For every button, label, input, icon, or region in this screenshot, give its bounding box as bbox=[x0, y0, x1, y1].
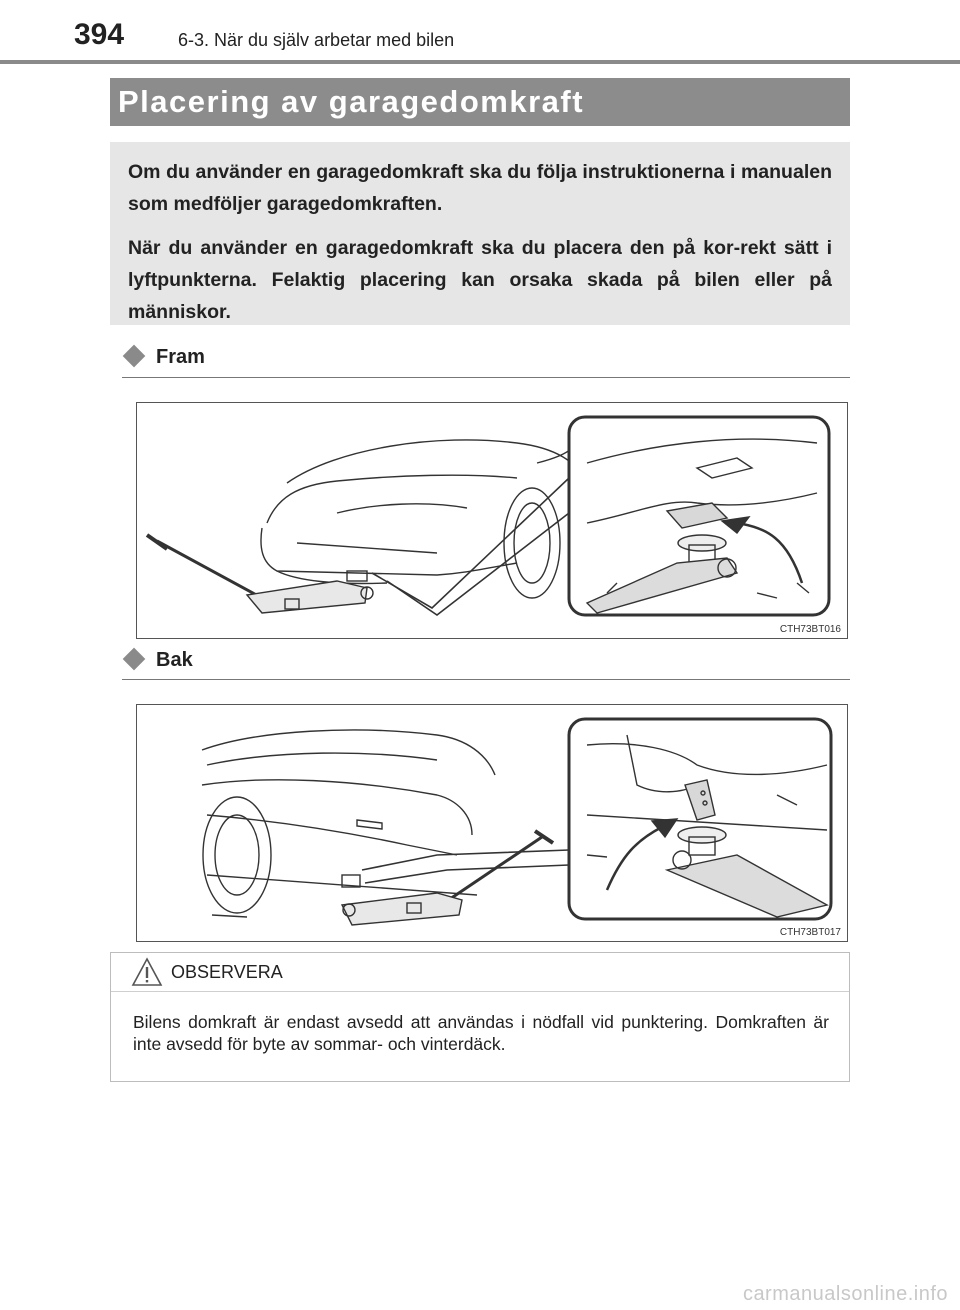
rear-heading-label: Bak bbox=[156, 649, 193, 671]
section-title-bar bbox=[110, 78, 850, 126]
section-title: Placering av garagedomkraft bbox=[118, 84, 585, 119]
header-divider bbox=[0, 60, 960, 64]
intro-paragraph-2: När du använder en garagedomkraft ska du placera den på kor-rekt sätt i lyftpunkterna. Felaktig placering kan orsaka skada på bilen eller på människor. bbox=[128, 237, 832, 323]
notice-header bbox=[111, 953, 849, 992]
notice-label: OBSERVERA bbox=[171, 962, 283, 982]
front-car-jack-drawing bbox=[137, 403, 849, 640]
watermark: carmanualsonline.info bbox=[742, 1283, 948, 1305]
front-jack-illustration bbox=[136, 402, 848, 639]
intro-paragraph-1: Om du använder en garagedomkraft ska du följa instruktionerna i manualen som medföljer garagedomkraften. bbox=[128, 161, 832, 215]
front-heading-rule bbox=[122, 377, 850, 378]
intro-box bbox=[110, 142, 850, 325]
page-number: 394 bbox=[74, 18, 125, 51]
rear-figure-code: CTH73BT017 bbox=[779, 927, 841, 938]
front-figure-code: CTH73BT016 bbox=[779, 624, 841, 635]
notice-text: Bilens domkraft är endast avsedd att användas i nödfall vid punktering. Domkraften är inte avsedd för byte av sommar- och vinterdäck. bbox=[133, 1012, 829, 1054]
warning-triangle-icon bbox=[131, 957, 163, 987]
rear-car-jack-drawing bbox=[137, 705, 849, 943]
rear-jack-illustration bbox=[136, 704, 848, 942]
notice-box bbox=[110, 952, 850, 1082]
diamond-bullet-icon bbox=[123, 648, 146, 671]
front-heading-label: Fram bbox=[156, 346, 205, 368]
front-heading bbox=[122, 346, 205, 369]
diamond-bullet-icon bbox=[123, 345, 146, 368]
chapter-title: 6-3. När du själv arbetar med bilen bbox=[178, 30, 455, 50]
rear-heading bbox=[122, 649, 193, 672]
rear-heading-rule bbox=[122, 679, 850, 680]
